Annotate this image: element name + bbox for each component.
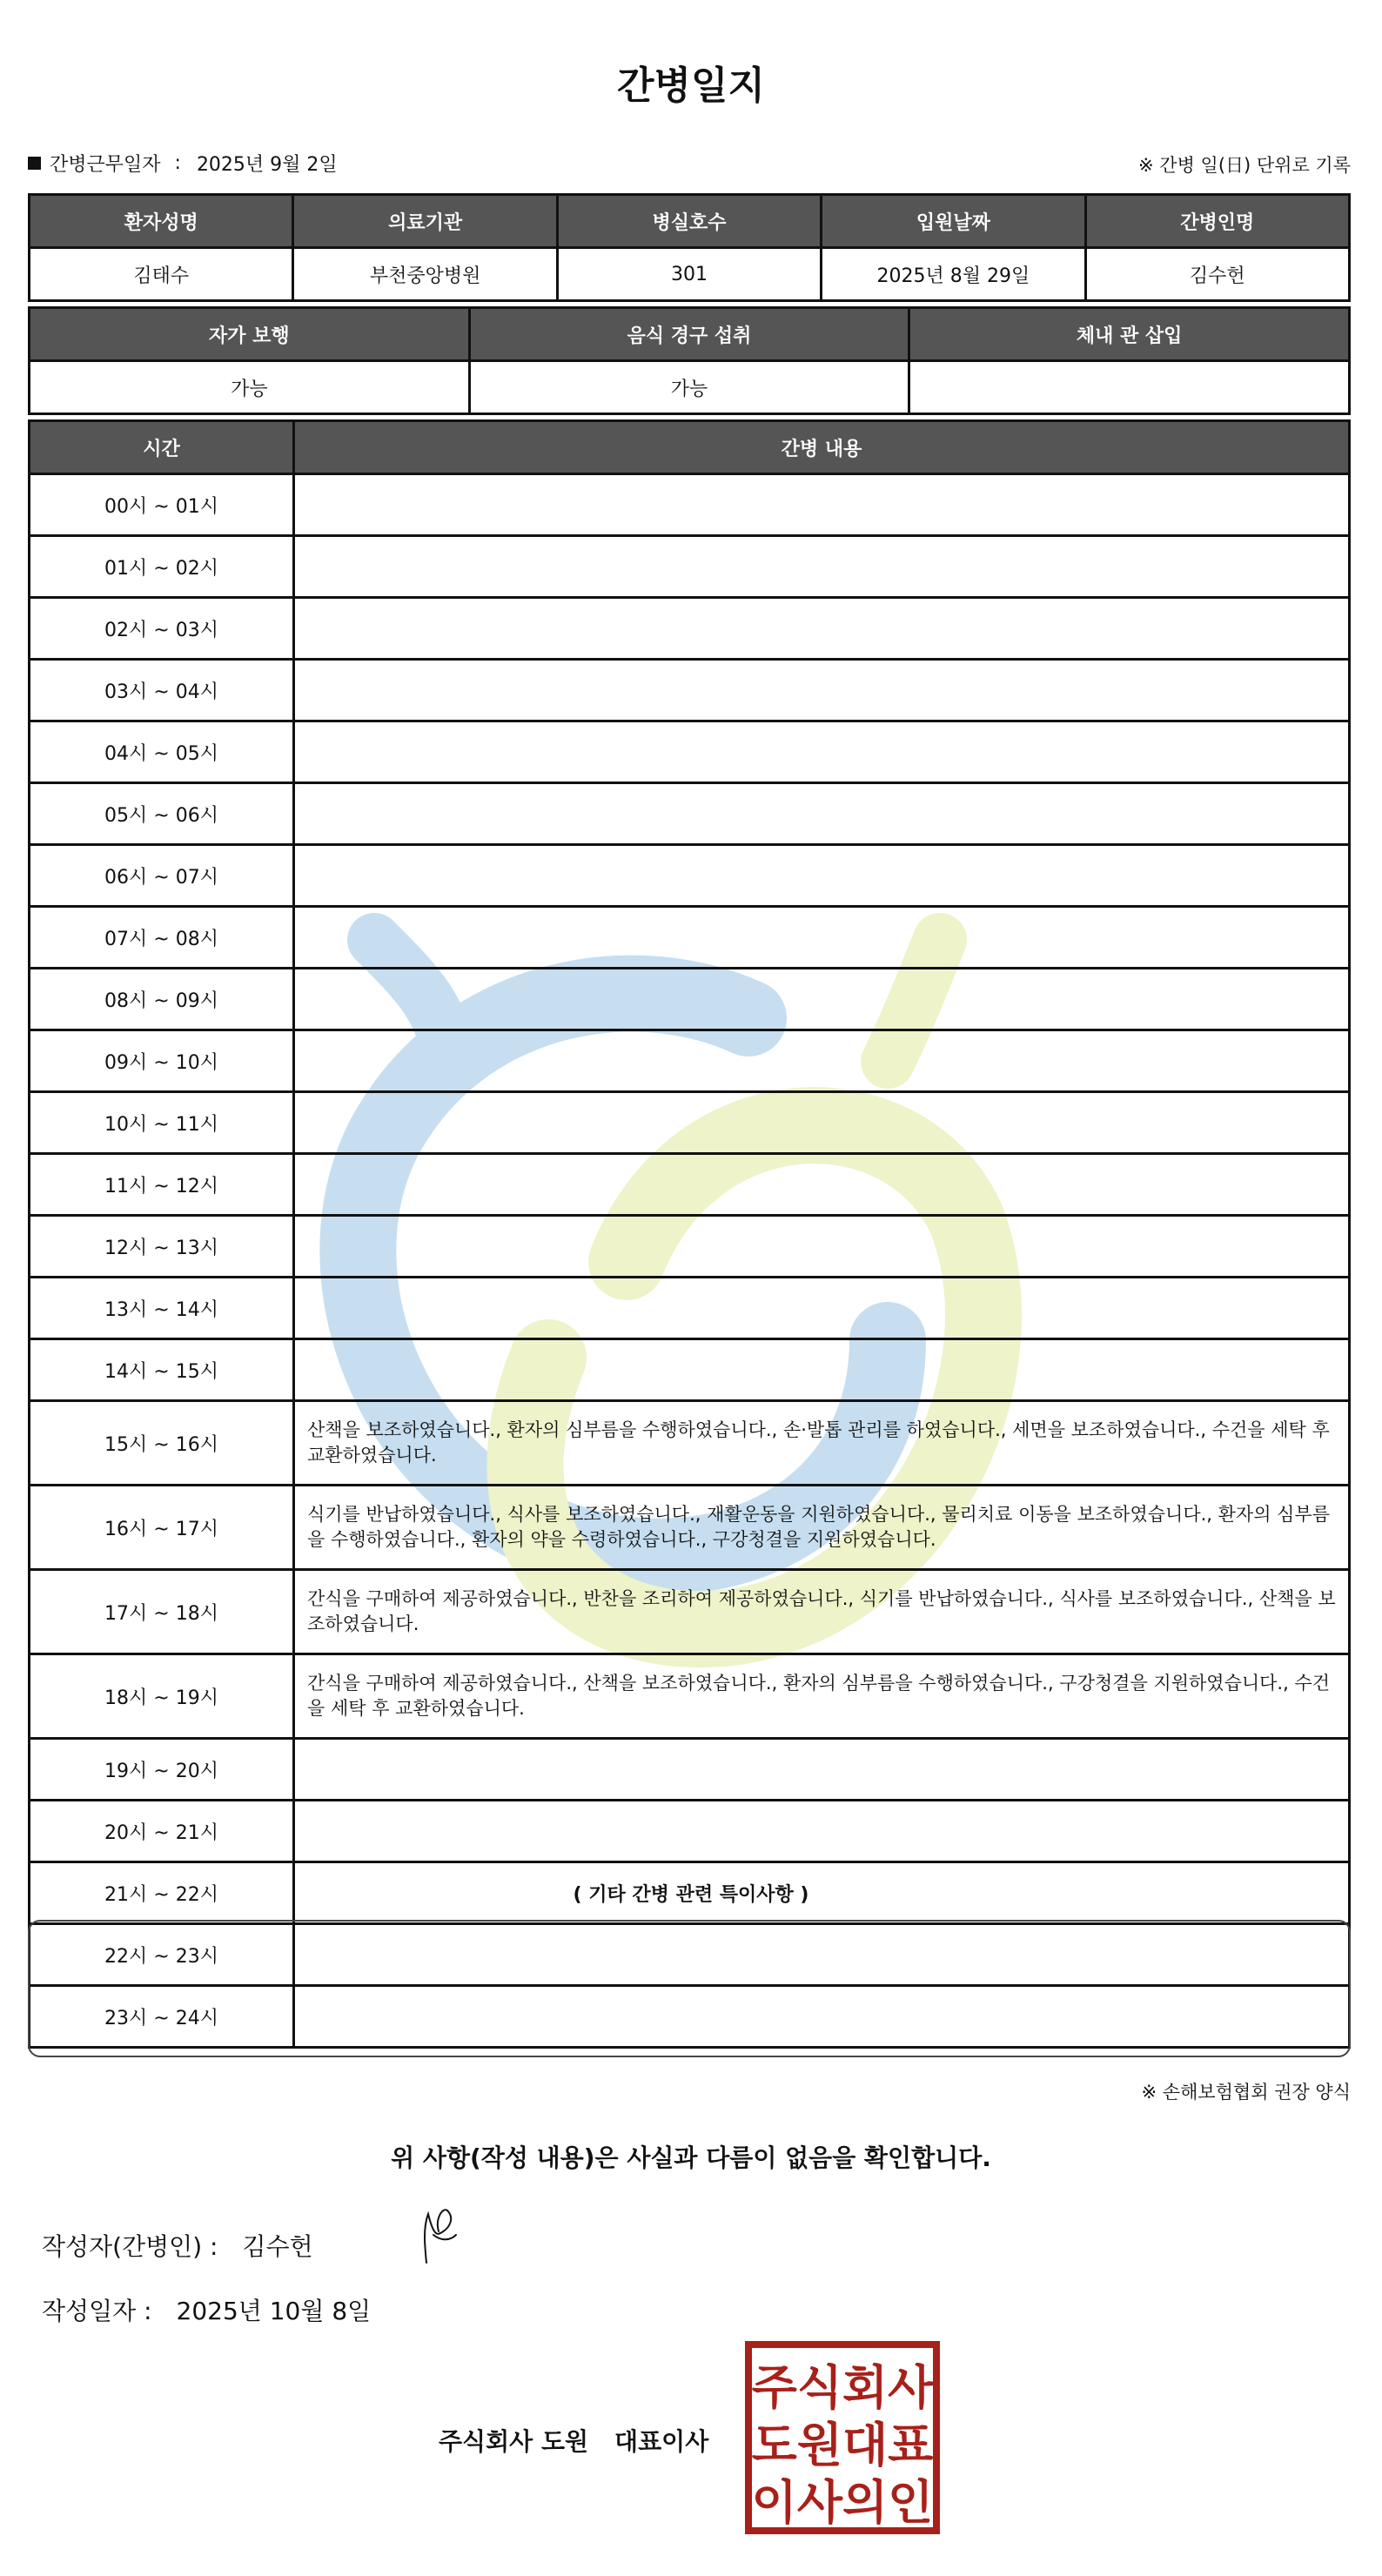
recommend-form-note: ※ 손해보험협회 권장 양식 bbox=[1141, 2082, 1351, 2103]
care-content-cell bbox=[294, 1154, 1350, 1216]
header-admission-date: 입원날짜 bbox=[822, 195, 1085, 248]
care-content-cell bbox=[294, 1801, 1350, 1862]
time-slot-cell: 14시 ~ 15시 bbox=[30, 1339, 294, 1401]
time-slot-cell: 01시 ~ 02시 bbox=[30, 536, 294, 598]
writer-line bbox=[42, 2228, 313, 2263]
written-date-line bbox=[42, 2292, 371, 2327]
care-content-cell bbox=[294, 1339, 1350, 1401]
care-content-cell bbox=[294, 907, 1350, 969]
care-log-row bbox=[30, 1216, 1350, 1278]
care-log-row bbox=[30, 536, 1350, 598]
room-number-cell: 301 bbox=[557, 248, 821, 301]
header-room-number: 병실호수 bbox=[557, 195, 821, 248]
caregiver-name-cell: 김수헌 bbox=[1085, 248, 1349, 301]
header-hospital: 의료기관 bbox=[293, 195, 557, 248]
written-date-value: 2025년 10월 8일 bbox=[176, 2297, 372, 2325]
care-content-cell bbox=[294, 1278, 1350, 1339]
care-content-cell bbox=[294, 474, 1350, 536]
seal-line-2: 도원대표 bbox=[751, 2418, 934, 2472]
company-seal-stamp bbox=[745, 2341, 940, 2534]
care-content-cell: 간식을 구매하여 제공하였습니다., 산책을 보조하였습니다., 환자의 심부름을 수행하였습니다., 구강청결을 지원하였습니다., 수건을 세탁 후 교환하였습니다. bbox=[294, 1654, 1350, 1739]
time-slot-cell: 06시 ~ 07시 bbox=[30, 845, 294, 907]
care-log-row bbox=[30, 1486, 1350, 1570]
work-date-label: 간병근무일자 bbox=[50, 154, 161, 176]
seal-line-3: 이사의인 bbox=[751, 2475, 934, 2530]
care-log-row bbox=[30, 598, 1350, 660]
care-log-row bbox=[30, 1030, 1350, 1092]
patient-info-table bbox=[28, 193, 1351, 302]
header-patient-name: 환자성명 bbox=[30, 195, 293, 248]
time-slot-cell: 21시 ~ 22시 bbox=[30, 1862, 294, 1924]
time-slot-cell: 07시 ~ 08시 bbox=[30, 907, 294, 969]
written-date-label: 작성일자 : bbox=[42, 2297, 152, 2325]
care-log-row bbox=[30, 907, 1350, 969]
care-log-row bbox=[30, 660, 1350, 721]
work-date-colon: : bbox=[174, 152, 181, 174]
writer-name: 김수헌 bbox=[242, 2232, 313, 2261]
care-content-cell bbox=[294, 969, 1350, 1030]
representative-title: 대표이사 bbox=[614, 2427, 709, 2456]
company-name: 주식회사 도원 bbox=[439, 2427, 589, 2456]
care-content-cell bbox=[294, 660, 1350, 721]
care-content-cell bbox=[294, 721, 1350, 783]
care-content-cell: 산책을 보조하였습니다., 환자의 심부름을 수행하였습니다., 손·발톱 관리를 하였습니다., 세면을 보조하였습니다., 수건을 세탁 후 교환하였습니다. bbox=[294, 1401, 1350, 1486]
care-log-row bbox=[30, 783, 1350, 845]
confirmation-statement: 위 사항(작성 내용)은 사실과 다름이 없음을 확인합니다. bbox=[391, 2143, 991, 2172]
care-content-cell bbox=[294, 845, 1350, 907]
admission-date-cell: 2025년 8월 29일 bbox=[822, 248, 1085, 301]
care-log-row bbox=[30, 721, 1350, 783]
patient-name-cell: 김태수 bbox=[30, 248, 293, 301]
company-signature-line bbox=[439, 2423, 708, 2458]
time-slot-cell: 18시 ~ 19시 bbox=[30, 1654, 294, 1739]
time-slot-cell: 02시 ~ 03시 bbox=[30, 598, 294, 660]
care-log-body bbox=[30, 474, 1350, 2048]
care-content-cell bbox=[294, 1092, 1350, 1154]
writer-label: 작성자(간병인) : bbox=[42, 2232, 218, 2261]
time-slot-cell: 23시 ~ 24시 bbox=[30, 1986, 294, 2048]
time-slot-cell: 13시 ~ 14시 bbox=[30, 1278, 294, 1339]
care-log-row bbox=[30, 1154, 1350, 1216]
header-oral-intake: 음식 경구 섭취 bbox=[469, 308, 909, 361]
care-content-cell bbox=[294, 1216, 1350, 1278]
special-notes-box bbox=[28, 1920, 1351, 2057]
patient-status-table bbox=[28, 306, 1351, 415]
time-slot-cell: 12시 ~ 13시 bbox=[30, 1216, 294, 1278]
time-slot-cell: 03시 ~ 04시 bbox=[30, 660, 294, 721]
document-title: 간병일지 bbox=[616, 64, 765, 108]
care-content-cell bbox=[294, 783, 1350, 845]
care-log-row bbox=[30, 1739, 1350, 1801]
care-content-cell bbox=[294, 598, 1350, 660]
unit-note: ※ 간병 일(日) 단위로 기록 bbox=[1138, 155, 1351, 176]
time-slot-cell: 09시 ~ 10시 bbox=[30, 1030, 294, 1092]
care-content-cell bbox=[294, 1030, 1350, 1092]
care-log-row bbox=[30, 1278, 1350, 1339]
oral-intake-cell: 가능 bbox=[469, 361, 909, 414]
care-log-row bbox=[30, 1801, 1350, 1862]
header-tube-insertion: 체내 관 삽입 bbox=[909, 308, 1350, 361]
header-time: 시간 bbox=[30, 421, 294, 474]
time-slot-cell: 16시 ~ 17시 bbox=[30, 1486, 294, 1570]
header-caregiver-name: 간병인명 bbox=[1085, 195, 1349, 248]
time-slot-cell: 22시 ~ 23시 bbox=[30, 1924, 294, 1986]
self-walking-cell: 가능 bbox=[30, 361, 470, 414]
bullet-square-icon bbox=[28, 157, 41, 170]
work-date-line bbox=[28, 150, 338, 177]
time-slot-cell: 04시 ~ 05시 bbox=[30, 721, 294, 783]
care-log-row bbox=[30, 1654, 1350, 1739]
tube-insertion-cell bbox=[909, 361, 1350, 414]
care-content-cell bbox=[294, 1739, 1350, 1801]
header-self-walking: 자가 보행 bbox=[30, 308, 470, 361]
care-log-row bbox=[30, 1570, 1350, 1654]
care-log-row bbox=[30, 1092, 1350, 1154]
time-slot-cell: 20시 ~ 21시 bbox=[30, 1801, 294, 1862]
care-log-row bbox=[30, 969, 1350, 1030]
care-content-cell bbox=[294, 536, 1350, 598]
care-log-row bbox=[30, 845, 1350, 907]
care-log-row bbox=[30, 474, 1350, 536]
special-notes-label: ( 기타 간병 관련 특이사항 ) bbox=[573, 1884, 809, 1906]
seal-line-1: 주식회사 bbox=[751, 2360, 934, 2415]
work-date-value: 2025년 9월 2일 bbox=[196, 154, 338, 176]
time-slot-cell: 05시 ~ 06시 bbox=[30, 783, 294, 845]
time-slot-cell: 15시 ~ 16시 bbox=[30, 1401, 294, 1486]
signature-icon bbox=[416, 2202, 468, 2271]
hospital-cell: 부천중앙병원 bbox=[293, 248, 557, 301]
header-care-content: 간병 내용 bbox=[294, 421, 1350, 474]
care-log-row bbox=[30, 1339, 1350, 1401]
time-slot-cell: 00시 ~ 01시 bbox=[30, 474, 294, 536]
care-content-cell: 식기를 반납하였습니다., 식사를 보조하였습니다., 재활운동을 지원하였습니다., 물리치료 이동을 보조하였습니다., 환자의 심부름을 수행하였습니다., 환자의 약을 수령하였습니다., 구강청결을 지원하였습니다. bbox=[294, 1486, 1350, 1570]
time-slot-cell: 10시 ~ 11시 bbox=[30, 1092, 294, 1154]
time-slot-cell: 11시 ~ 12시 bbox=[30, 1154, 294, 1216]
care-log-table bbox=[28, 419, 1351, 2049]
time-slot-cell: 17시 ~ 18시 bbox=[30, 1570, 294, 1654]
time-slot-cell: 08시 ~ 09시 bbox=[30, 969, 294, 1030]
care-content-cell: 간식을 구매하여 제공하였습니다., 반찬을 조리하여 제공하였습니다., 식기를 반납하였습니다., 식사를 보조하였습니다., 산책을 보조하였습니다. bbox=[294, 1570, 1350, 1654]
time-slot-cell: 19시 ~ 20시 bbox=[30, 1739, 294, 1801]
care-log-row bbox=[30, 1401, 1350, 1486]
